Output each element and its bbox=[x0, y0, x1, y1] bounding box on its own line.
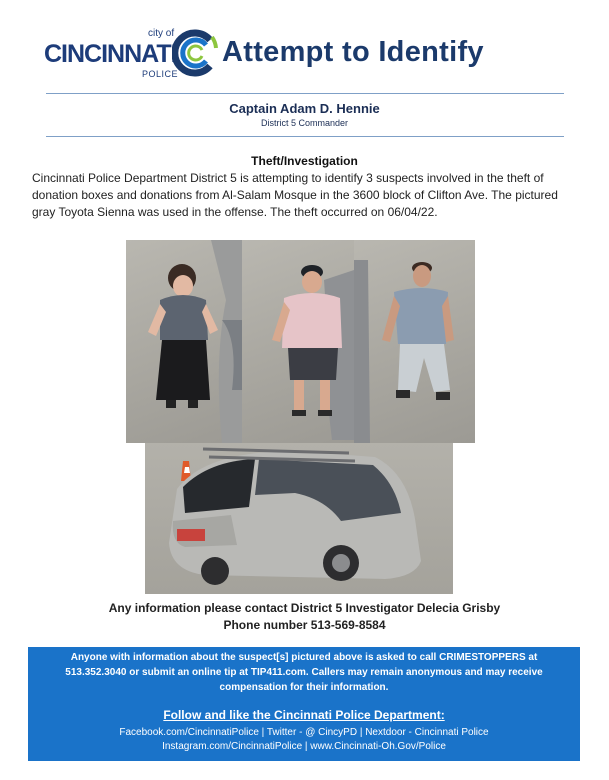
contact-line-investigator: Any information please contact District 5 Investigator Delecia Grisby bbox=[108, 601, 501, 615]
suspect-photo-2 bbox=[242, 240, 354, 443]
social-links-line-2: Instagram.com/CincinnatiPolice | www.Cincinnati-Oh.Gov/Police bbox=[162, 741, 446, 752]
logo-c-mark-icon bbox=[172, 28, 218, 78]
bottom-divider bbox=[46, 136, 564, 137]
top-divider bbox=[46, 93, 564, 94]
social-links-line-1: Facebook.com/CincinnatiPolice | Twitter - @ CincyPD | Nextdoor - Cincinnati Police bbox=[119, 727, 489, 738]
captain-name: Captain Adam D. Hennie bbox=[229, 101, 380, 116]
vehicle-photo bbox=[145, 443, 453, 594]
logo-police: POLICE bbox=[142, 69, 179, 79]
suspect-photo-1 bbox=[126, 240, 242, 443]
suspect-photo-3 bbox=[354, 240, 475, 443]
cincinnati-police-logo bbox=[44, 28, 214, 83]
crimestoppers-line-2: 513.352.3040 or submit an online tip at TIP411.com. Callers may remain anonymous and may receive bbox=[65, 667, 543, 678]
contact-line-phone: Phone number 513-569-8584 bbox=[223, 618, 386, 632]
crimestoppers-box bbox=[28, 647, 580, 761]
logo-city-name: CINCINNATI bbox=[44, 40, 177, 68]
captain-role: District 5 Commander bbox=[260, 118, 349, 128]
case-heading: Theft/Investigation bbox=[251, 154, 358, 168]
social-heading: Follow and like the Cincinnati Police Department: bbox=[163, 708, 445, 722]
crimestoppers-line-1: Anyone with information about the suspect[s] pictured above is asked to call CRIMESTOPPERS at bbox=[70, 652, 538, 663]
case-description: Cincinnati Police Department District 5 is attempting to identify 3 suspects involved in the theft of donation boxes and donations from Al-Salam Mosque in the 3600 block of Clifton Ave. The pictured gray Toyota Sienna was used in the offense. The theft occurred on 06/04/22. bbox=[32, 171, 558, 219]
page-title: Attempt to Identify bbox=[222, 36, 484, 68]
logo-city-of: city of bbox=[148, 28, 175, 39]
crimestoppers-line-3: compensation for their information. bbox=[219, 682, 389, 693]
